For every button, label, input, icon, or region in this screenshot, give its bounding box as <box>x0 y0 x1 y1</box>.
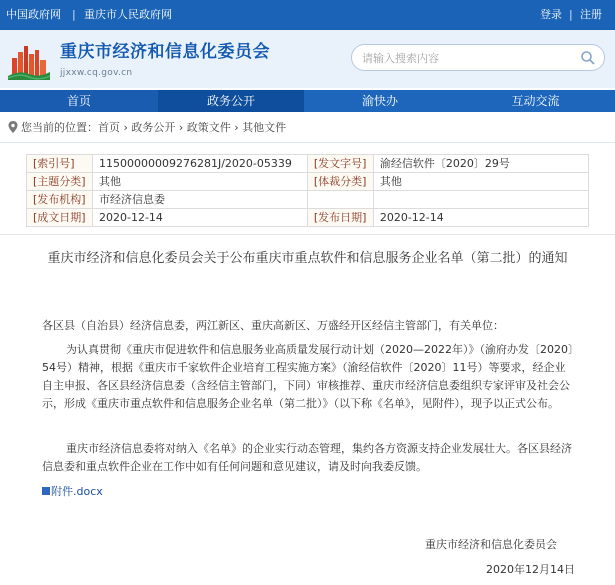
nav-item-yukuaiban[interactable]: 渝快办 <box>361 94 398 108</box>
cq-gov-link[interactable]: 重庆市人民政府网 <box>84 8 172 21</box>
gov-portal-link[interactable]: 中国政府网 <box>6 8 61 21</box>
city-skyline-logo-icon[interactable] <box>6 36 52 82</box>
table-row <box>27 173 589 191</box>
meta-key-issuer: [发布机构] <box>27 191 93 209</box>
breadcrumb-text[interactable]: 您当前的位置：首页 › 政务公开 › 政策文件 › 其他文件 <box>21 121 287 134</box>
site-title[interactable]: 重庆市经济和信息化委员会 <box>60 42 270 62</box>
meta-value-issuer: 市经济信息委 <box>92 191 307 209</box>
meta-value-published: 2020-12-14 <box>373 209 588 227</box>
breadcrumb <box>8 120 286 136</box>
meta-key-docno: [发文字号] <box>307 155 373 173</box>
meta-value-index: 11500000009276281J/2020-05339 <box>92 155 307 173</box>
main-nav <box>0 90 615 112</box>
breadcrumb-divider <box>0 142 615 143</box>
meta-value-created: 2020-12-14 <box>92 209 307 227</box>
issue-date: 2020年12月14日 <box>486 563 575 576</box>
topbar-separator: | <box>569 8 573 21</box>
content-divider <box>0 234 615 235</box>
topbar-separator: | <box>72 8 76 21</box>
register-link[interactable]: 注册 <box>580 8 602 21</box>
search-icon[interactable] <box>580 50 596 66</box>
meta-value-topic: 其他 <box>92 173 307 191</box>
search-input[interactable] <box>362 49 562 67</box>
login-link[interactable]: 登录 <box>540 8 562 21</box>
signature: 重庆市经济和信息化委员会 <box>425 538 557 551</box>
site-header <box>0 30 615 88</box>
salutation: 各区县（自治县）经济信息委，两江新区、重庆高新区、万盛经开区经信主管部门，有关单位： <box>42 319 504 332</box>
meta-key-published: [发布日期] <box>307 209 373 227</box>
attachment-link[interactable] <box>42 483 103 501</box>
meta-value-docno: 渝经信软件〔2020〕29号 <box>373 155 588 173</box>
nav-item-gov-affairs[interactable]: 政务公开 <box>158 90 304 112</box>
table-row <box>27 209 589 227</box>
search-box <box>351 44 605 71</box>
table-row <box>27 155 589 173</box>
top-bar <box>0 0 615 30</box>
attachment-label[interactable]: 附件.docx <box>51 485 103 498</box>
meta-empty-cell <box>307 191 373 209</box>
meta-empty-cell <box>373 191 588 209</box>
table-row <box>27 191 589 209</box>
meta-key-index: [索引号] <box>27 155 93 173</box>
meta-key-genre: [体裁分类] <box>307 173 373 191</box>
document-title: 重庆市经济和信息化委员会关于公布重庆市重点软件和信息服务企业名单（第二批）的通知 <box>47 251 568 266</box>
document-meta-table <box>26 154 589 227</box>
meta-value-genre: 其他 <box>373 173 588 191</box>
meta-key-created: [成文日期] <box>27 209 93 227</box>
attachment-icon <box>42 487 50 495</box>
location-pin-icon <box>8 121 18 133</box>
site-url: jjxxw.cq.gov.cn <box>60 68 133 78</box>
nav-item-home[interactable]: 首页 <box>0 90 158 112</box>
nav-item-interaction[interactable]: 互动交流 <box>511 94 560 108</box>
meta-key-topic: [主题分类] <box>27 173 93 191</box>
body-paragraph-2: 重庆市经济信息委将对纳入《名单》的企业实行动态管理，集约各方资源支持企业发展壮大。各区县经济信息委和重点软件企业在工作中如有任何问题和意见建议，请及时向我委反馈。 <box>42 442 572 473</box>
body-paragraph-1: 为认真贯彻《重庆市促进软件和信息服务业高质量发展行动计划（2020—2022年）》（渝府办发〔2020〕54号）精神，根据《重庆市千家软件企业培育工程实施方案》（渝经信软件〔2020〕11号）等要求，经企业自主申报、各区县经济信息委（含经信主管部门，下同）审核推荐、重庆市经济信息委组织专家评审及社会公示，形成《重庆市重点软件和信息服务企业名单（第二批）》（以下称《名单》，见附件），现予以正式公布。 <box>42 343 574 410</box>
